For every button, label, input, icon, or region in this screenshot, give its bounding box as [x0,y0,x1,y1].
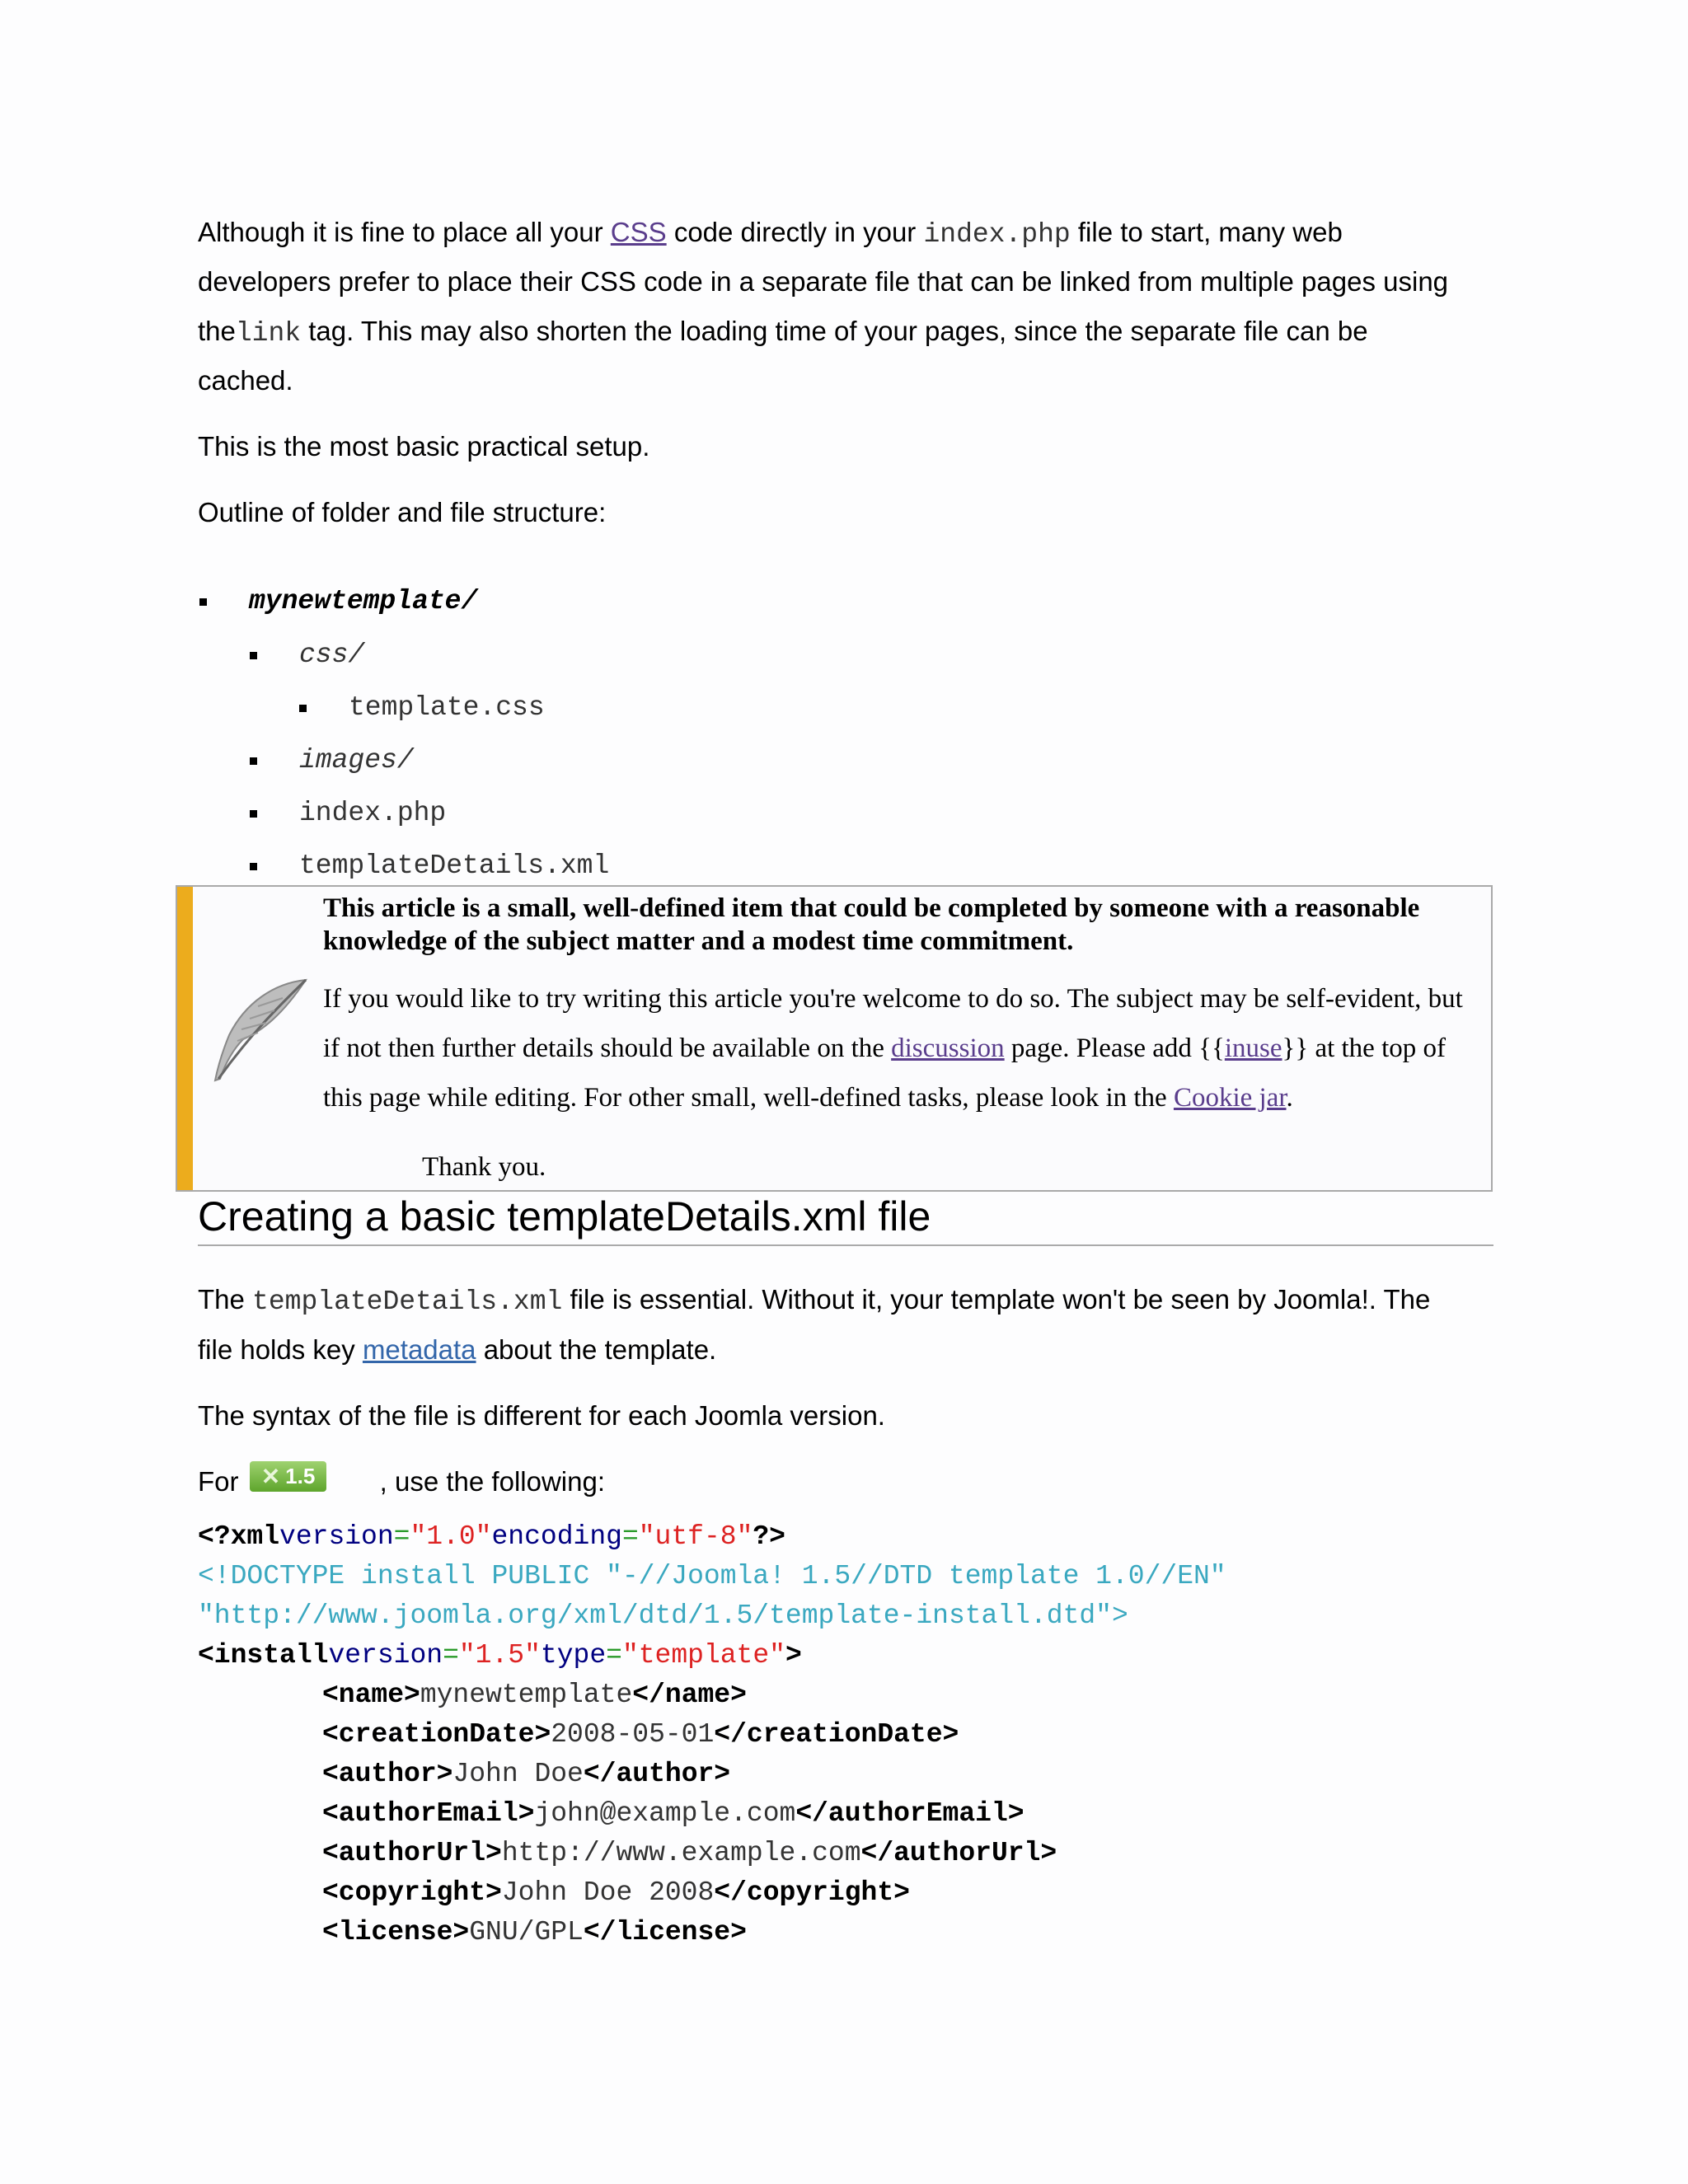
intro-line-1 [198,216,1343,251]
document-page: Although it is fine to place all your CSS code directly in your index.php file to start, many web developers prefer to place their CSS code in a separate file that can be linked from multiple pages using thelink tag. This may also shorten the loading time of your pages, since the separate file can be cached. This is the most basic practical setup. Outline of folder and file structure: mynewtemplate/ css/ template.css images/ index.php templateDetails.xml This article is a small, well-defined item that could be completed by someone with a reasonable knowledge of the subject matter and a modest time commitment. If you would like to try writing this article you're welcome to do so. The subject may be self-evident, but if not then further details should be available on the discussion page. Please add {{inuse}} at the top of this page while editing. For other small, well-defined tasks, please look in the Cookie jar. Thank you. Creating a basic templateDetails.xml file The templateDetails.xml file is essential. Without it, your template won't be seen by Joomla!. The file holds key metadata about the template. The syntax of the file is different for each Joomla version. For , use the following: ✕ 1.5 <?xmlversion="1.0"encoding="utf-8"?> <!DOCTYPE install PUBLIC "-//Joomla! 1.5//DTD template 1.0//EN" "http://www.joomla.org/xml/dtd/1.5/template-install.dtd"> <installversion="1.5"type="template"> <name>mynewtemplate</name> <creationDate>2008-05-01</creationDate> <author>John Doe</author> <authorEmail>john@example.com</authorEmail> <authorUrl>http://www.example.com</authorUrl> <copyright>John Doe 2008</copyright> <license>GNU/GPL</license> [0,0,1688,2184]
notice-line-1: If you would like to try writing this article you're welcome to do so. The subject may be self-evident, but [323,984,1463,1014]
code-line-dtd-url: "http://www.joomla.org/xml/dtd/1.5/template-install.dtd"> [198,1601,1128,1631]
bullet-icon [199,598,207,606]
intro-line-2: developers prefer to place their CSS code in a separate file that can be linked from multiple pages using [198,266,1449,297]
joomla-x-icon: ✕ [260,1464,281,1489]
intro-text: tag. This may also shorten the loading time of your pages, since the separate file can be [301,316,1368,346]
joomla-version-badge: ✕ 1.5 [250,1461,326,1492]
syntax-note: The syntax of the file is different for each Joomla version. [198,1400,885,1431]
css-link[interactable]: CSS [610,217,667,247]
metadata-link[interactable]: metadata [362,1334,476,1365]
notice-line-2: if not then further details should be available on the discussion page. Please add {{inuse}} at the top of [323,1033,1446,1063]
intro-text: the [198,316,236,346]
intro-text: Although it is fine to place all your [198,217,611,247]
heading-divider [198,1244,1493,1246]
code-line-doctype: <!DOCTYPE install PUBLIC "-//Joomla! 1.5//DTD template 1.0//EN" [198,1561,1226,1591]
section-line-1: The templateDetails.xml file is essential. Without it, your template won't be seen by Joomla!. The [198,1284,1431,1317]
outline-text: Outline of folder and file structure: [198,497,607,527]
code-line-xml-decl: <?xmlversion="1.0"encoding="utf-8"?> [198,1521,785,1552]
section-heading: Creating a basic templateDetails.xml file [198,1193,931,1240]
code-line-authorurl: <authorUrl>http://www.example.com</authorUrl> [322,1838,1057,1868]
intro-line-3 [198,315,1368,350]
intro-line-4: cached. [198,365,293,396]
inline-code: link [235,318,302,349]
notice-title: This article is a small, well-defined item that could be completed by someone with a reasonable knowledge of the subject matter and a modest time commitment. [323,893,1420,956]
cookie-jar-link[interactable]: Cookie jar [1173,1083,1287,1113]
inline-code: index.php [923,219,1071,250]
notice-accent-bar [177,887,193,1190]
basic-setup-text: This is the most basic practical setup. [198,431,650,462]
inuse-link[interactable]: inuse [1224,1033,1282,1063]
code-line-creationdate: <creationDate>2008-05-01</creationDate> [322,1719,959,1750]
bullet-icon [250,757,257,765]
notice-thanks: Thank you. [422,1152,546,1182]
intro-text: file to start, many web [1070,217,1343,247]
intro-text: code directly in your [666,217,924,247]
notice-line-3: this page while editing. For other small, well-defined tasks, please look in the Cookie jar. [323,1083,1293,1113]
code-line-license: <license>GNU/GPL</license> [322,1917,747,1947]
bullet-icon [250,863,257,870]
bullet-icon [299,705,307,712]
discussion-link[interactable]: discussion [891,1033,1005,1063]
code-line-name: <name>mynewtemplate</name> [322,1680,747,1710]
code-line-install: <installversion="1.5"type="template"> [198,1640,802,1671]
code-line-authoremail: <authorEmail>john@example.com</authorEmail> [322,1798,1025,1829]
stub-notice-box [176,885,1493,1192]
bullet-icon [250,652,257,659]
inline-code: templateDetails.xml [252,1286,563,1317]
quill-icon [200,973,316,1089]
for-version-line: For , use the following: [198,1466,606,1497]
bullet-icon [250,810,257,818]
code-line-author: <author>John Doe</author> [322,1759,731,1789]
section-line-2: file holds key metadata about the template. [198,1334,717,1365]
code-line-copyright: <copyright>John Doe 2008</copyright> [322,1877,910,1908]
